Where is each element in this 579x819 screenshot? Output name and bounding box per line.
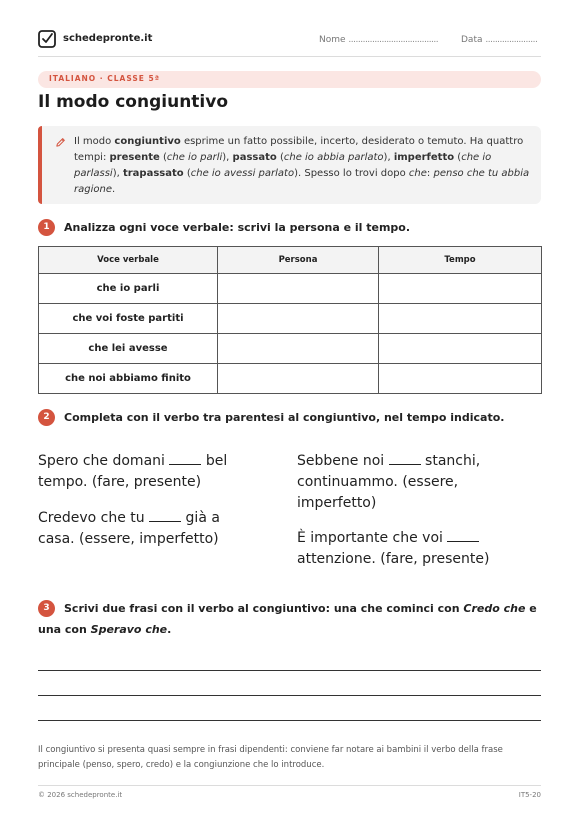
footer-divider (38, 785, 541, 786)
exercise-instruction: Scrivi due frasi con il verbo al congiuntivo: una che cominci con Credo che e una con Speravo che. (38, 602, 537, 636)
exercise-instruction: Analizza ogni voce verbale: scrivi la persona e il tempo. (64, 221, 411, 234)
table-row (39, 304, 542, 334)
name-label: Nome (319, 35, 346, 45)
persona-answer-cell[interactable] (218, 304, 379, 334)
table-row (39, 274, 542, 304)
copyright: © 2026 schedepronte.it (38, 791, 123, 799)
answer-blank[interactable] (447, 529, 479, 542)
info-box (38, 126, 541, 204)
teacher-note: Il congiuntivo si presenta quasi sempre in frasi dipendenti: conviene far notare ai bambini il verbo della frase principale (penso, spero, credo) e la congiunzione che lo introduce. (38, 745, 503, 770)
date-label: Data (461, 35, 483, 45)
persona-answer-cell[interactable] (218, 274, 379, 304)
answer-blank[interactable] (389, 452, 421, 465)
fill-in-sentence: Sebbene noi stanchi, continuammo. (essere, imperfetto) (297, 453, 481, 511)
writing-line[interactable] (38, 670, 541, 671)
fill-in-sentence: Spero che domani bel tempo. (fare, presente) (38, 453, 228, 490)
header (38, 30, 541, 52)
info-accent-bar (38, 126, 42, 204)
answer-blank[interactable] (169, 452, 201, 465)
exercise-instruction: Completa con il verbo tra parentesi al congiuntivo, nel tempo indicato. (64, 411, 505, 424)
worksheet-code: IT5-20 (518, 791, 541, 799)
verb-cell: che voi foste partiti (39, 304, 218, 334)
exercise-number: 2 (38, 409, 55, 426)
checkbox-logo-icon (38, 30, 56, 48)
exercise-number: 1 (38, 219, 55, 236)
table-header-row (39, 247, 542, 274)
writing-line[interactable] (38, 720, 541, 721)
info-text: Il modo congiuntivo esprime un fatto possibile, incerto, desiderato o temuto. Ha quattro tempi: presente (che io parli), passato (che io abbia parlato), imperfetto (che io parlassi), trapassato (che io avessi parlato). Spesso lo trovi dopo che: penso che tu abbia ragione. (74, 136, 530, 195)
persona-answer-cell[interactable] (218, 364, 379, 394)
verb-cell: che lei avesse (39, 334, 218, 364)
fill-in-sentence: Credevo che tu già a casa. (essere, imperfetto) (38, 510, 220, 547)
tempo-answer-cell[interactable] (379, 334, 542, 364)
date-line: ...................... (485, 35, 538, 45)
persona-answer-cell[interactable] (218, 334, 379, 364)
tempo-answer-cell[interactable] (379, 304, 542, 334)
name-field[interactable] (319, 35, 438, 45)
fill-in-sentence: È importante che voi attenzione. (fare, presente) (297, 530, 490, 567)
date-field[interactable] (461, 35, 537, 45)
tempo-answer-cell[interactable] (379, 274, 542, 304)
tempo-answer-cell[interactable] (379, 364, 542, 394)
verb-cell: che noi abbiamo finito (39, 364, 218, 394)
column-header: Tempo (379, 247, 542, 274)
exercise-number: 3 (38, 600, 55, 617)
answer-blank[interactable] (149, 509, 181, 522)
site-name: schedepronte.it (63, 33, 153, 44)
pencil-icon (55, 137, 66, 148)
page-title: Il modo congiuntivo (38, 92, 229, 112)
worksheet (38, 0, 541, 819)
writing-line[interactable] (38, 695, 541, 696)
table-row (39, 364, 542, 394)
header-divider (38, 56, 541, 57)
verb-cell: che io parli (39, 274, 218, 304)
table-row (39, 334, 542, 364)
verb-analysis-table (38, 246, 542, 394)
column-header: Voce verbale (39, 247, 218, 274)
name-line: ...................................... (348, 35, 439, 45)
badge-text: ITALIANO · CLASSE 5ª (49, 74, 160, 83)
subject-badge (38, 71, 541, 88)
column-header: Persona (218, 247, 379, 274)
